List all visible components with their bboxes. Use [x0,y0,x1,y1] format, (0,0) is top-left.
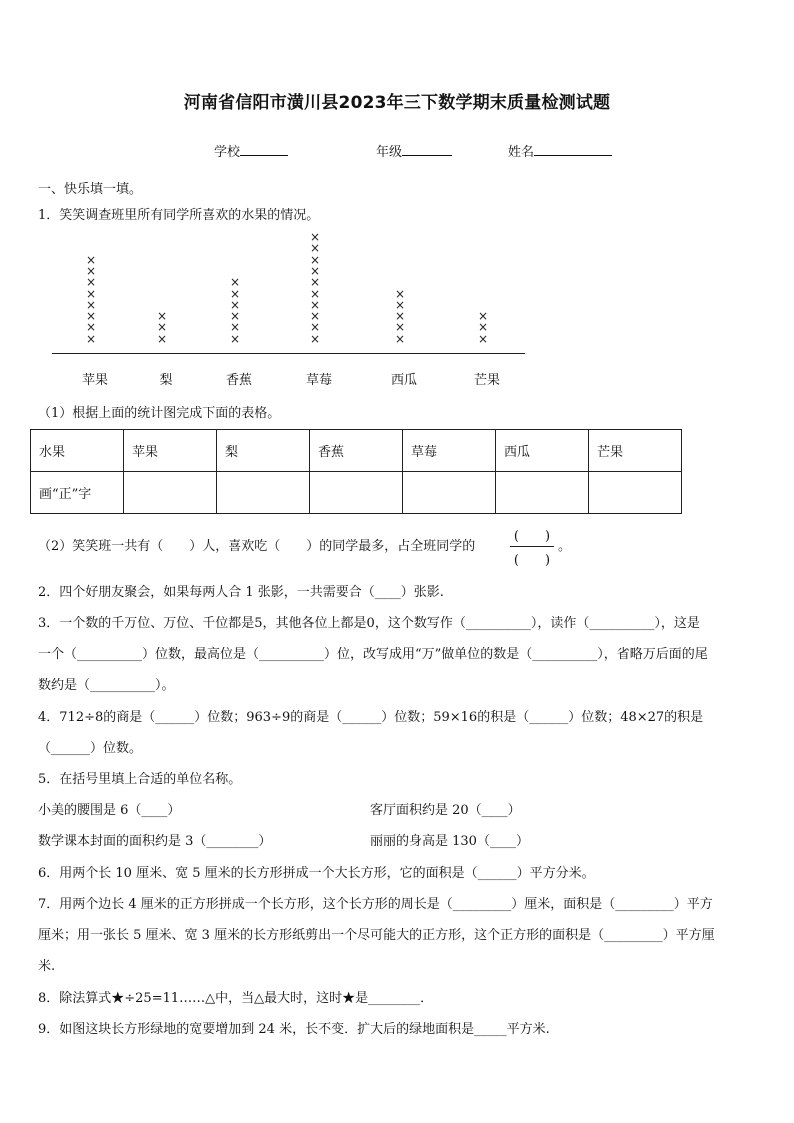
question-7-line-2: 厘米；用一张长 5 厘米、宽 3 厘米的长方形纸剪出一个尽可能大的正方形，这个正方形的面积是（_________）平方厘 [38,928,715,943]
tally-mark: × [309,331,321,346]
question-1-part-2-end: 。 [558,539,572,554]
question-5-d: 丽丽的身高是 130（____） [370,834,529,849]
grade-label: 年级 [376,145,403,160]
tally-mark: × [85,297,97,312]
table-cell: 画“正”字 [31,472,124,514]
tally-mark: × [309,230,321,244]
tally-mark: × [309,297,321,312]
school-field [214,141,288,160]
question-1-text: 1．笑笑调查班里所有同学所喜欢的水果的情况。 [38,208,320,223]
name-field [508,141,612,160]
fraction-answer[interactable] [510,525,554,568]
chart-baseline [52,353,525,354]
name-blank[interactable] [534,143,612,156]
question-3-line-3: 数约是（__________）。 [38,678,175,693]
tally-mark: × [477,331,489,346]
question-7-line-1: 7．用两个边长 4 厘米的正方形拼成一个长方形，这个长方形的周长是（_________）厘米，面积是（_________）平方 [38,897,713,912]
table-row [31,472,682,514]
question-4-line-2: （______）位数。 [38,741,143,756]
tally-mark: × [477,309,489,324]
table-cell: 西瓜 [496,430,589,472]
tally-mark: × [229,297,241,312]
tally-mark: × [394,286,406,301]
fraction-denominator: ( ) [513,553,551,568]
tally-mark: × [309,252,321,267]
category-label: 梨 [159,373,173,388]
fraction-numerator: ( ) [513,529,551,544]
question-1-part-2: （2）笑笑班一共有（ ）人，喜欢吃（ ）的同学最多，占全班同学的 [38,539,476,554]
tally-mark: × [85,275,97,290]
school-label: 学校 [214,145,241,160]
tally-mark: × [85,309,97,324]
tally-mark: × [309,286,321,301]
question-6: 6．用两个长 10 厘米、宽 5 厘米的长方形拼成一个大长方形，它的面积是（______）平方分米。 [38,866,595,881]
table-cell: 草莓 [403,430,496,472]
tally-mark: × [309,309,321,324]
table-cell: 水果 [31,430,124,472]
section-heading: 一、快乐填一填。 [38,182,143,197]
tally-mark: × [229,320,241,335]
tally-mark: × [229,286,241,301]
question-3-line-2: 一个（__________）位数，最高位是（__________）位，改写成用“万”做单位的数是（__________），省略万后面的尾 [38,647,708,662]
question-9: 9．如图这块长方形绿地的宽要增加到 24 米，长不变．扩大后的绿地面积是_____平方米. [38,1022,550,1037]
tally-mark: × [394,309,406,324]
fraction-bar [510,546,554,547]
tally-mark: × [394,297,406,312]
tally-mark: × [85,263,97,278]
category-label: 草莓 [305,373,332,388]
tally-mark: × [85,252,97,267]
answer-cell[interactable] [217,472,310,514]
tally-mark: × [229,275,241,290]
tally-mark: × [309,241,321,256]
answer-cell[interactable] [310,472,403,514]
question-5-c: 数学课本封面的面积约是 3（________） [38,834,272,849]
question-5-a: 小美的腰围是 6（____） [38,803,181,818]
question-5-b: 客厅面积约是 20（____） [370,803,521,818]
question-3-line-1: 3．一个数的千万位、万位、千位都是5，其他各位上都是0，这个数写作（__________），读作（__________），这是 [38,616,700,631]
table-cell: 香蕉 [310,430,403,472]
question-8: 8．除法算式★÷25=11……△中，当△最大时，这时★是________． [38,991,434,1006]
tally-mark: × [85,331,97,346]
grade-blank[interactable] [402,143,452,156]
category-label: 苹果 [81,373,108,388]
category-label: 芒果 [473,373,500,388]
table-cell: 苹果 [124,430,217,472]
tally-mark: × [156,309,168,324]
tally-mark: × [477,320,489,335]
answer-cell[interactable] [496,472,589,514]
tally-mark: × [309,263,321,278]
tally-mark: × [85,286,97,301]
tally-mark: × [229,309,241,324]
category-label: 西瓜 [390,373,417,388]
tally-mark: × [394,331,406,346]
tally-mark: × [309,320,321,335]
answer-cell[interactable] [589,472,682,514]
name-label: 姓名 [508,145,535,160]
tally-mark: × [85,320,97,335]
tally-mark: × [229,331,241,346]
tally-mark: × [156,320,168,335]
table-row [31,430,682,472]
grade-field [376,141,452,160]
question-7-line-3: 米. [38,959,56,974]
question-5: 5．在括号里填上合适的单位名称。 [38,772,242,787]
question-1-part-1: （1）根据上面的统计图完成下面的表格。 [38,406,281,421]
answer-cell[interactable] [124,472,217,514]
tally-mark: × [394,320,406,335]
fruit-tally-table [30,429,682,514]
question-2: 2．四个好朋友聚会，如果每两人合 1 张影，一共需要合（____）张影. [38,585,444,600]
table-cell: 芒果 [589,430,682,472]
answer-cell[interactable] [403,472,496,514]
question-4-line-1: 4．712÷8的商是（______）位数；963÷9的商是（______）位数；59×16的积是（______）位数；48×27的积是 [38,710,704,725]
category-label: 香蕉 [225,373,252,388]
table-cell: 梨 [217,430,310,472]
tally-mark: × [309,275,321,290]
school-blank[interactable] [240,143,288,156]
page-title: 河南省信阳市潢川县2023年三下数学期末质量检测试题 [183,93,611,113]
tally-mark: × [156,331,168,346]
